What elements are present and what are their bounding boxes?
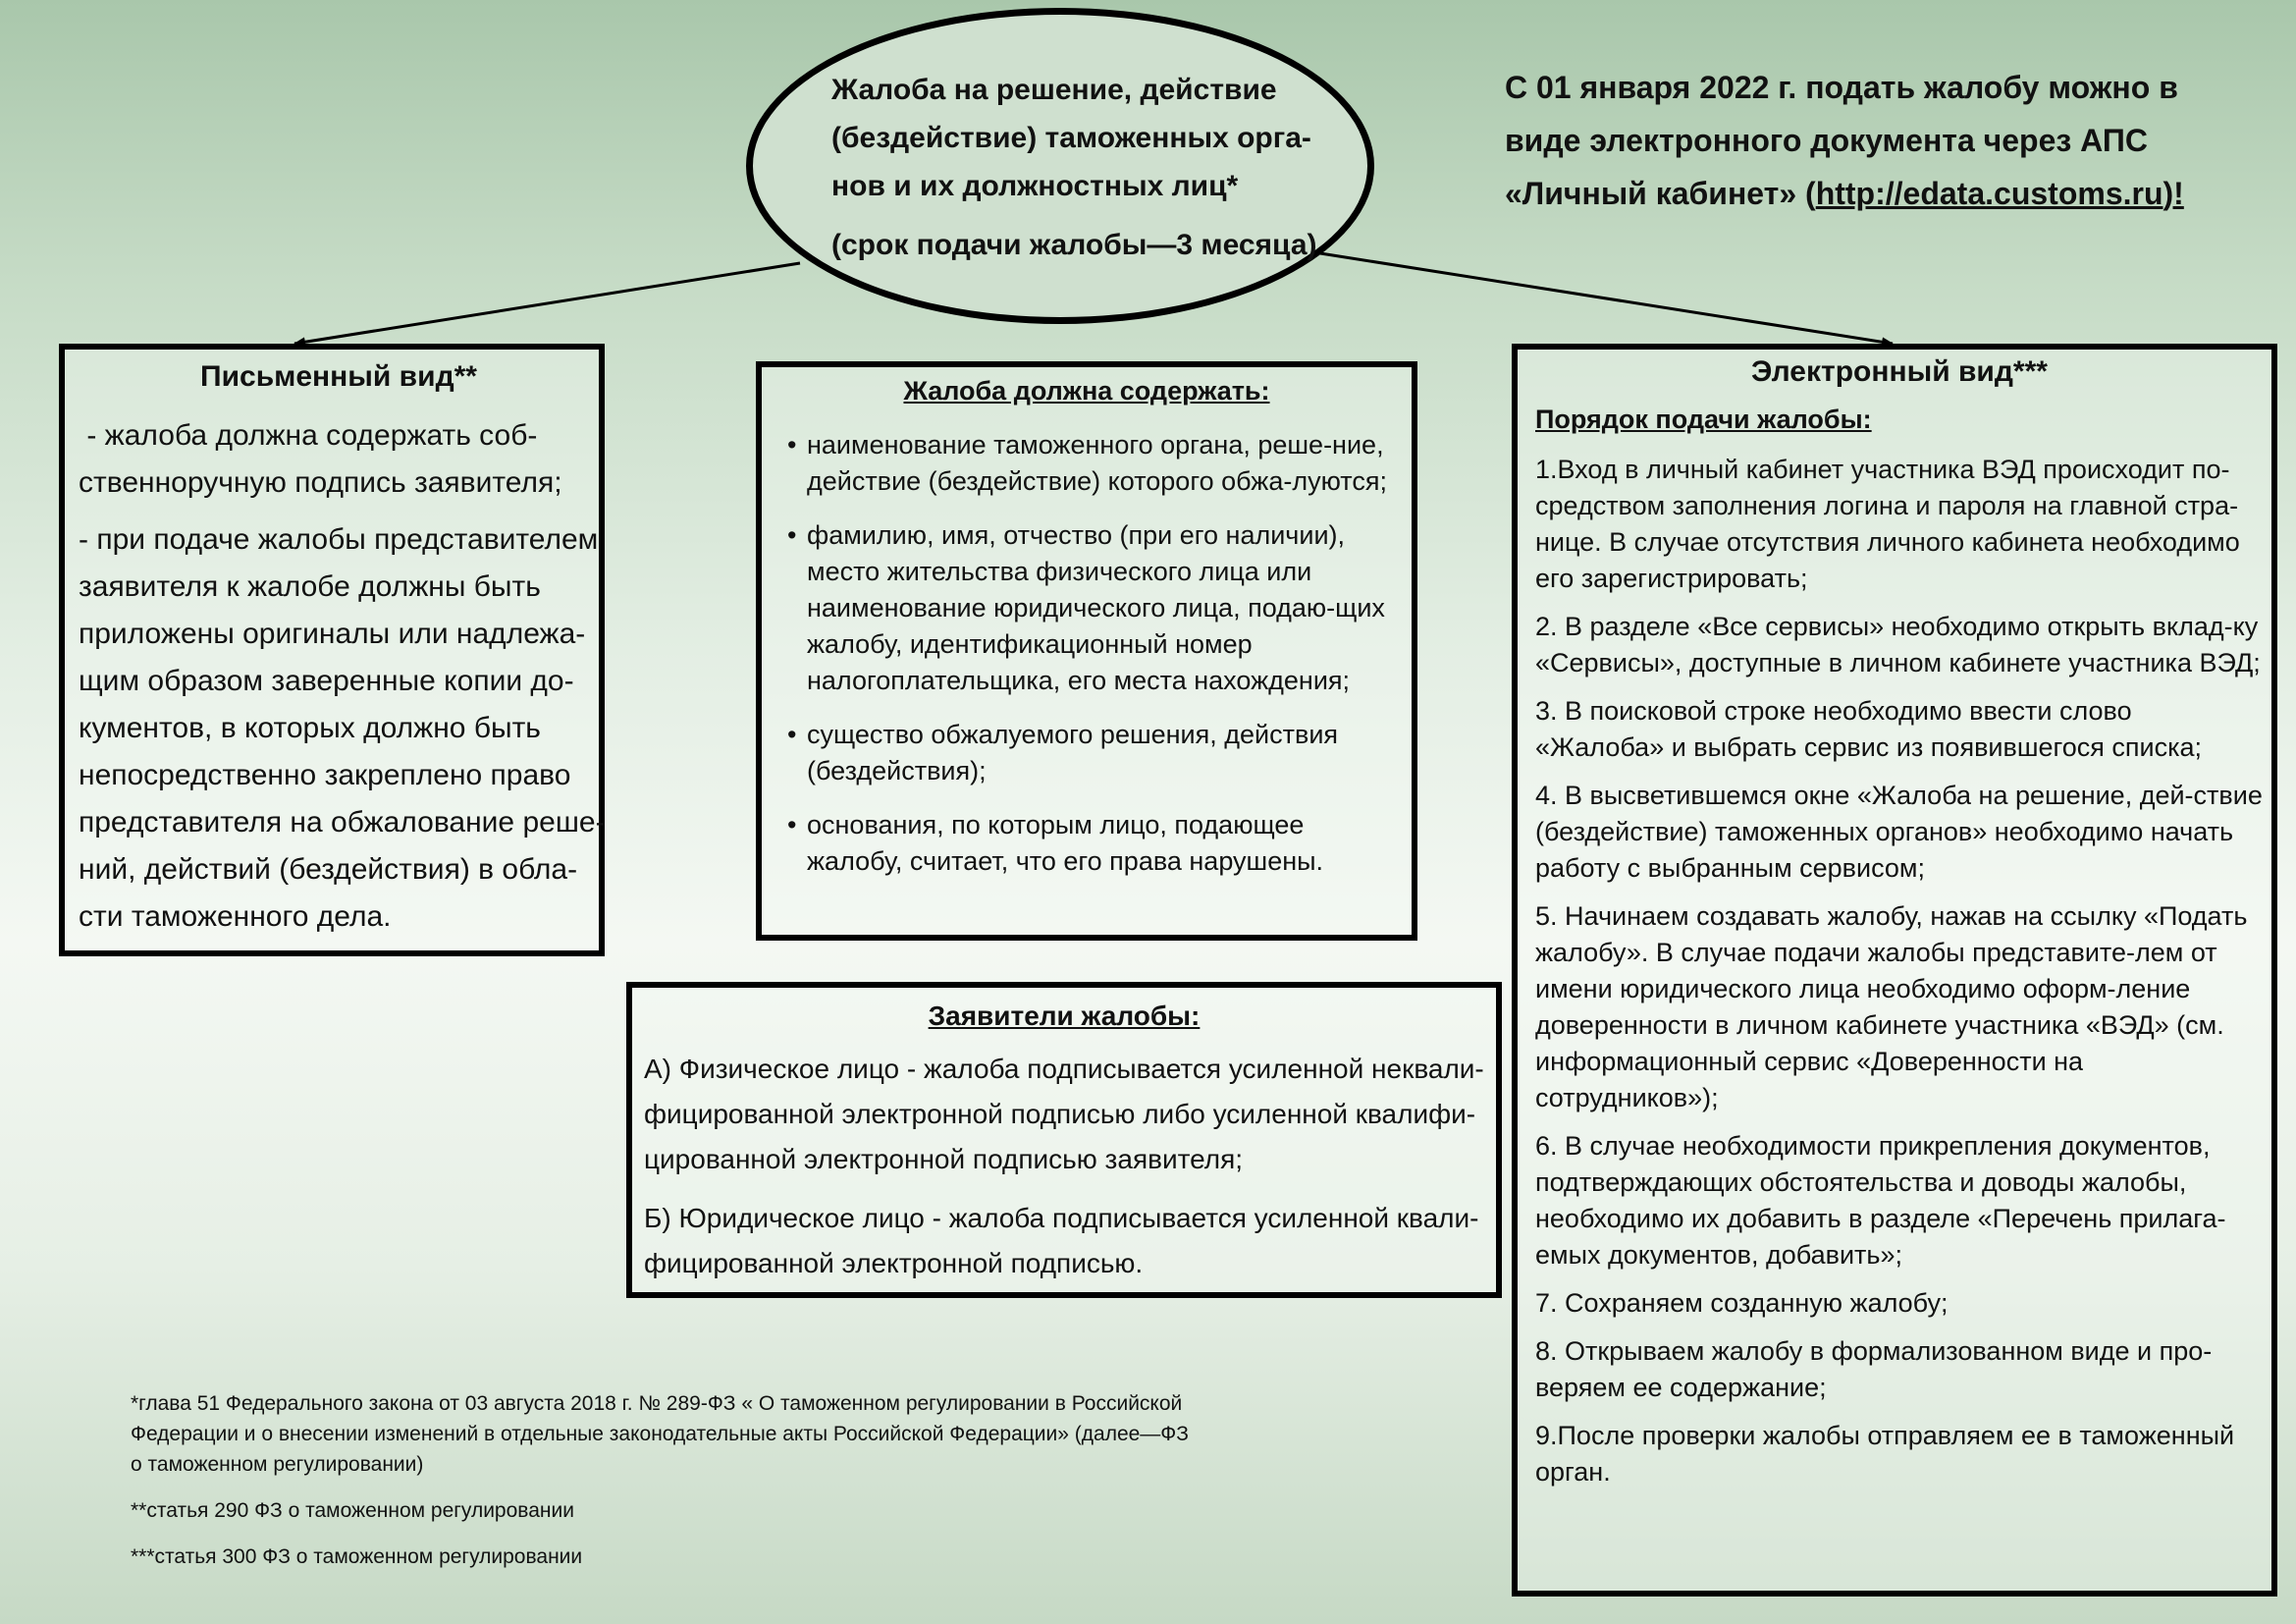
content-item: • основания, по которым лицо, подающее жалобу, считает, что его права нарушены. — [807, 807, 1392, 880]
applicant-legal-entity: Б) Юридическое лицо - жалоба подписывается усиленной квали-фицированной электронной подписью. — [644, 1203, 1479, 1278]
electronic-step: 8. Открываем жалобу в формализованном виде и про-веряем ее содержание; — [1535, 1336, 2213, 1402]
oval-line: Жалоба на решение, действие — [831, 74, 1277, 106]
electronic-step: 4. В высветившемся окне «Жалоба на решение, дей-ствие (бездействие) таможенных органов» необходимо начать работу с выбранным сервисом; — [1535, 781, 2263, 883]
applicants-box — [626, 982, 1502, 1298]
notice-line: виде электронного документа через АПС — [1505, 123, 2148, 158]
oval-term: (срок подачи жалобы—3 месяца) — [831, 229, 1317, 261]
footnote-1: *глава 51 Федерального закона от 03 августа 2018 г. № 289-ФЗ « О таможенном регулировании в Российской Федерации и о внесении изменений в отдельные законодательные акты Российской Федерации» (далее—ФЗ о таможенном регулировании) — [131, 1392, 1189, 1476]
electronic-title: Электронный вид*** — [1751, 355, 2048, 388]
complaint-content-box — [756, 361, 1417, 941]
footnote-2: **статья 290 ФЗ о таможенном регулировании — [131, 1499, 574, 1522]
written-title: Письменный вид** — [200, 360, 477, 393]
written-line: представителя на обжалование реше- — [79, 806, 606, 839]
content-item: • существо обжалуемого решения, действия (бездействия); — [807, 717, 1392, 789]
footnotes — [131, 1388, 1191, 1588]
content-item: • фамилию, имя, отчество (при его наличии), место жительства физического лица или наименование юридического лица, подаю-щих жалобу, идентификационный номер налогоплательщика, его места нахождения; — [807, 517, 1392, 699]
arrow-to-electronic — [1320, 253, 1893, 344]
written-paragraph-1 — [79, 412, 599, 507]
customs-link[interactable]: http://edata.customs.ru — [1815, 176, 2163, 211]
arrow-to-written — [294, 263, 800, 344]
applicant-individual: А) Физическое лицо - жалоба подписывается усиленной неквали-фицированной электронной подписью либо усиленной квалифи-цированной электронной подписью заявителя; — [644, 1054, 1484, 1174]
content-title: Жалоба должна содержать: — [903, 376, 1270, 406]
applicants-title: Заявители жалобы: — [928, 1001, 1201, 1031]
notice-line3-prefix: «Личный кабинет» ( — [1505, 176, 1816, 211]
written-line: щим образом заверенные копии до- — [79, 665, 574, 697]
written-form-box — [59, 344, 605, 956]
electronic-step: 5. Начинаем создавать жалобу, нажав на ссылку «Подать жалобу». В случае подачи жалобы представите-лем от имени юридического лица необходимо оформ-ление доверенности в личном кабинете участника «ВЭД» (см. информационный сервис «Доверенности на сотрудников»); — [1535, 901, 2248, 1112]
electronic-step: 3. В поисковой строке необходимо ввести слово «Жалоба» и выбрать сервис из появившегося списка; — [1535, 696, 2203, 762]
electronic-step: 1.Вход в личный кабинет участника ВЭД происходит по-средством заполнения логина и пароля на главной стра-нице. В случае отсутствия личного кабинета необходимо его зарегистрировать; — [1535, 455, 2240, 593]
written-line: приложены оригиналы или надлежа- — [79, 618, 586, 650]
electronic-step: 6. В случае необходимости прикрепления документов, подтверждающих обстоятельства и доводы жалобы, необходимо их добавить в разделе «Перечень прилага-емых документов, добавить»; — [1535, 1131, 2226, 1270]
written-line: сти таможенного дела. — [79, 900, 392, 933]
oval-heading — [831, 66, 1322, 210]
written-paragraph-2 — [79, 516, 606, 941]
written-line: ственноручную подпись заявителя; — [79, 466, 562, 499]
written-line: - при подаче жалобы представителем — [79, 523, 599, 556]
notice-line3-suffix: )! — [2163, 176, 2184, 211]
complaint-oval — [746, 8, 1374, 324]
electronic-step: 7. Сохраняем созданную жалобу; — [1535, 1288, 1949, 1318]
content-list — [807, 427, 1392, 880]
electronic-notice — [1505, 61, 2261, 220]
electronic-form-box — [1512, 344, 2277, 1597]
written-line: кументов, в которых должно быть — [79, 712, 541, 744]
notice-line — [1505, 167, 2261, 220]
electronic-subtitle: Порядок подачи жалобы: — [1535, 405, 1872, 434]
footnote-3: ***статья 300 ФЗ о таможенном регулировании — [131, 1545, 583, 1568]
electronic-step: 2. В разделе «Все сервисы» необходимо открыть вклад-ку «Сервисы», доступные в личном кабинете участника ВЭД; — [1535, 612, 2261, 677]
written-line: - жалоба должна содержать соб- — [79, 419, 538, 452]
oval-line: нов и их должностных лиц* — [831, 170, 1239, 202]
notice-line: С 01 января 2022 г. подать жалобу можно в — [1505, 70, 2178, 105]
content-item: • наименование таможенного органа, реше-ние, действие (бездействие) которого обжа-луются; — [807, 427, 1392, 500]
written-line: непосредственно закреплено право — [79, 759, 571, 791]
oval-line: (бездействие) таможенных орга- — [831, 122, 1311, 154]
electronic-step: 9.После проверки жалобы отправляем ее в таможенный орган. — [1535, 1421, 2235, 1487]
written-line: заявителя к жалобе должны быть — [79, 570, 541, 603]
written-line: ний, действий (бездействия) в обла- — [79, 853, 578, 886]
